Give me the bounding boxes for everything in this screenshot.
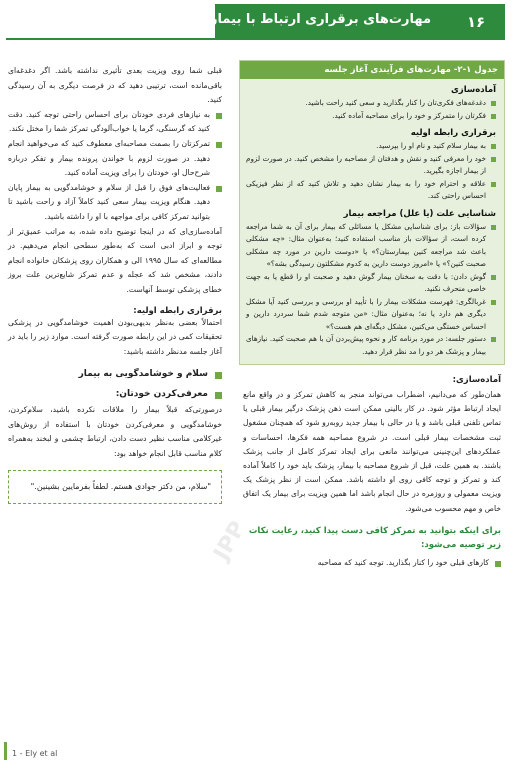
section-rapport-title: برقراری رابطه اولیه — [410, 128, 496, 138]
bullet-square-icon — [216, 186, 222, 192]
body-bullet: کارهای قبلی خود را کنار بگذارید. توجه کنید که مصاحبه — [243, 556, 501, 571]
left-column — [8, 64, 222, 504]
box-bullet: علاقه و احترام خود را به بیمار نشان دهید و تلاش کنید که از نظر فیزیکی احساس راحتی کند. — [240, 178, 504, 203]
example-quote-box: "سلام، من دکتر جوادی هستم. لطفاً بفرمایین بشینین." — [8, 470, 222, 504]
section-reason-title: شناسایی علت (یا علل) مراجعه بیمار — [343, 208, 496, 219]
body-bullet: تمرکزتان را بصمت مصاحبه‌ای معطوف کنید که می‌خواهید انجام دهید. در صورت لزوم با خواندن پرونده بیمار و تفکر درباره شرح‌حال او، خودتان را برای ویزیت آماده کنید. — [8, 137, 222, 181]
box-bullet: سؤالات باز: برای شناسایی مشکل یا مسائلی که بیمار برای آن به شما مراجعه کرده است، از سؤالات باز مناسب استفاده کنید؛ به‌عنوان مثال: «چه مشکلی باعث شد مراجعه کنین بیمارستان؟» یا «دوست دارین در مورد چه مشکلی صحبت کنین؟» یا «امروز دوست دارین به کدوم مشکلتون رسیدگی بشه؟» — [240, 221, 504, 271]
footnote: 1 - Ely et al — [12, 749, 58, 758]
bullet-square-icon — [491, 144, 496, 149]
bullet-square-icon — [491, 275, 496, 280]
bullet-square-icon — [491, 337, 496, 342]
right-column — [239, 60, 505, 570]
page-header — [6, 4, 505, 40]
body-bullet: به نیازهای فردی خودتان برای احساس راحتی توجه کنید. دقت کنید که گرسنگی، گرما یا خواب‌آلودگی تمرکز شما را مختل نکند. — [8, 108, 222, 137]
box-bullet: گوش دادن: با دقت به سخنان بیمار گوش دهید و صحبت او را قطع یا به جهت خاصی منحرف نکنید. — [240, 271, 504, 296]
focus-note: برای اینکه بتوانید به تمرکز کافی دست پیدا کنید، رعایت نکات زیر توصیه می‌شود: — [248, 525, 501, 550]
page-number: ۱۶ — [447, 4, 505, 40]
bullet-square-icon — [215, 372, 222, 379]
preparation-paragraph: همان‌طور که می‌دانیم، اضطراب می‌تواند منجر به کاهش تمرکز و در واقع مانع ایجاد ارتباط مؤثر شود. در کار بالینی ممکن است ذهن پزشک درگیر بیمار قبلی یا تماس تلفنی قبلی باشد و یا در حالی با بیمار جدید روبه‌رو شود که همچنان مشغول ثبت مشخصات بیمار قبلی است. در شروع مصاحبه همه فکرها، احساسات و عملکردهای این‌چنینی می‌توانند مانعی برای ایجاد تمرکز کامل از جانب پزشک باشند. به همین علت، قبل از شروع مصاحبه با بیمار، پزشک باید خود را کاملاً آماده کند و تمرکز و توجه کافی روی او داشته باشد. ممکن است از نظر پزشک یک ویزیت معمولی و روزمره در حال انجام باشد اما همین ویزیت برای بیمار یک اتفاق خاص و مهم محسوب می‌شود. — [243, 390, 501, 513]
box-bullet: غربالگری: فهرست مشکلات بیمار را با تأیید او بررسی و بررسی کنید آیا مشکل دیگری هم دارد یا نه؛ به‌عنوان مثال: «من متوجه شدم شما سردرد دارین و احساس خستگی می‌کنین، مشکل دیگه‌ای هم هست؟» — [240, 296, 504, 334]
introduce-section-heading: معرفی‌کردن خودتان: — [8, 389, 222, 399]
bullet-square-icon — [215, 392, 222, 399]
bullet-square-icon — [491, 300, 496, 305]
body-paragraph: قبلی شما روی ویزیت بعدی تأثیری نداشته باشد. اگر دغدغه‌ای باقی‌مانده است، ترتیبی دهید که در فرصت دیگری به آن رسیدگی کنید. — [8, 66, 222, 105]
watermark-stamp: JPP — [209, 517, 252, 565]
body-bullet: فعالیت‌های فوق را قبل از سلام و خوشامدگویی به بیمار پایان دهید. هنگام ویزیت بیمار سعی کنید کاملاً آزاد و راحت باشید تا بتوانید تمرکز کافی برای مواجهه با او را داشته باشید. — [8, 181, 222, 225]
greeting-section-heading: سلام و خوشامدگویی به بیمار — [8, 369, 222, 379]
right-body-text — [239, 375, 505, 570]
bullet-square-icon — [491, 101, 496, 106]
bullet-square-icon — [491, 225, 496, 230]
bullet-square-icon — [216, 142, 222, 148]
body-paragraph: احتمالاً بعضی به‌نظر بدیهی‌بودن اهمیت خوشامدگویی در پزشکی تحقیقات کمی در این رابطه صورت گرفته است. موارد زیر را باید در آغاز جلسه مدنظر داشته باشید: — [8, 317, 222, 356]
box-bullet: خود را معرفی کنید و نقش و هدفتان از مصاحبه را مشخص کنید. در صورت لزوم از بیمار اجازه بگیرید. — [240, 153, 504, 178]
table-box — [239, 60, 505, 365]
bullet-square-icon — [216, 113, 222, 119]
chapter-title: مهارت‌های برقراری ارتباط با بیماران — [194, 12, 431, 27]
preparation-heading: آماده‌سازی: — [452, 375, 501, 385]
box-bullet: دستور جلسه: در مورد برنامه کار و نحوه پیش‌بردن آن با هم صحبت کنید. نیازهای بیمار و پزشک هر دو را مد نظر قرار دهید. — [240, 333, 504, 358]
bullet-square-icon — [491, 182, 496, 187]
bullet-square-icon — [495, 561, 501, 567]
table-title: جدول ۱-۲- مهارت‌های فرآیندی آغاز جلسه — [240, 61, 504, 79]
box-bullet: به بیمار سلام کنید و نام او را بپرسید. — [240, 140, 504, 153]
body-paragraph: آماده‌سازی‌ای که در اینجا توضیح داده شده، به مراتب عمیق‌تر از توجه و ابراز ادبی است که به‌طور سطحی انجام می‌دهیم. در مطالعه‌ای که سال ۱۹۹۵ الی و همکاران روی پزشکان خانواده انجام دادند، مشخص شد که عجله و عدم تمرکز شایع‌ترین علت بروز خطای پزشکی توسط آنهاست. — [8, 226, 222, 294]
body-paragraph: درصورتی‌که قبلاً بیمار را ملاقات نکرده باشید، سلام‌کردن، خوشامدگویی و معرفی‌کردن خودتان با استفاده از روش‌های غیرکلامی مناسب نظیر دست دادن، ارتباط چشمی و لبخند به‌همراه کلام مناسب قابل انجام خواهد بود: — [8, 405, 222, 459]
footer-accent-bar — [4, 742, 7, 760]
section-preparation-title: آماده‌سازی — [451, 85, 496, 95]
bullet-square-icon — [491, 157, 496, 162]
rapport-heading: برقراری رابطه اولیه: — [133, 305, 222, 316]
bullet-square-icon — [491, 114, 496, 119]
box-bullet: فکرتان را متمرکز و خود را برای مصاحبه آماده کنید. — [240, 110, 504, 123]
box-bullet: دغدغه‌های فکری‌تان را کنار بگذارید و سعی کنید راحت باشید. — [240, 97, 504, 110]
